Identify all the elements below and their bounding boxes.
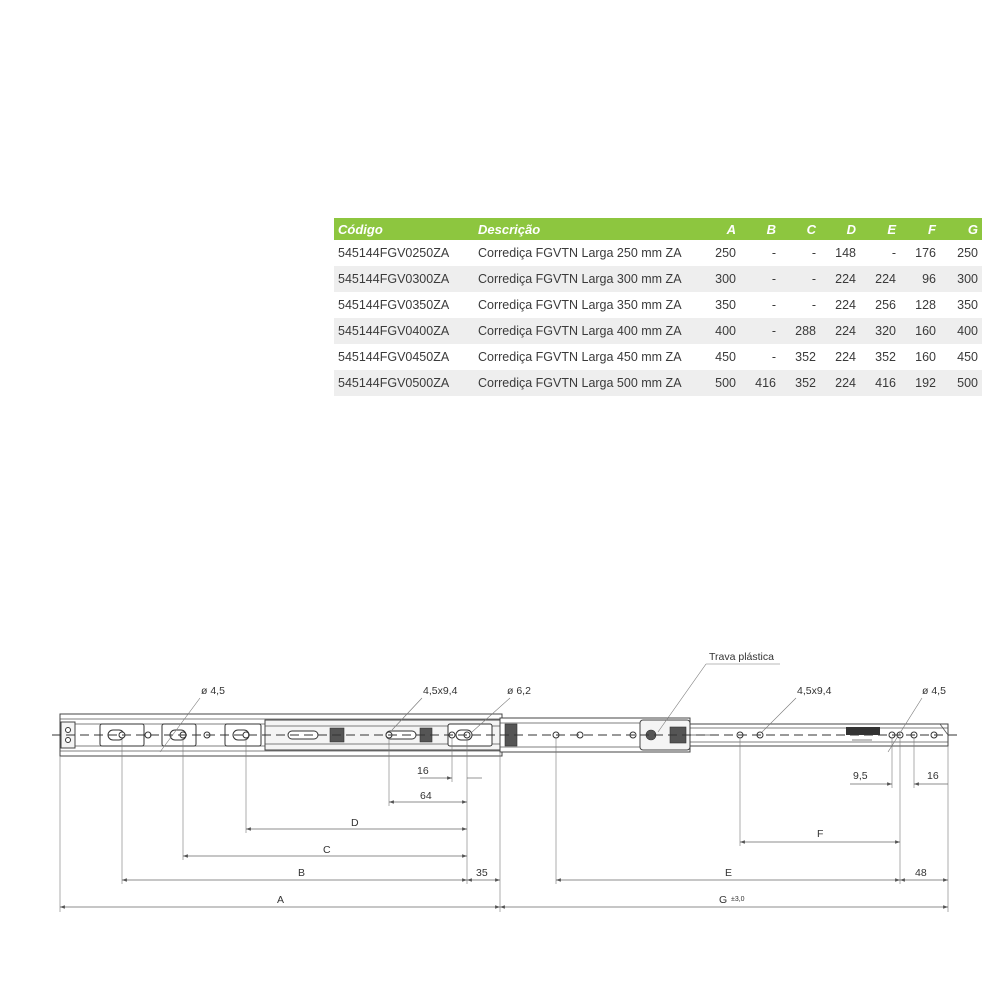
cell-a: 450	[715, 350, 736, 364]
cell-d: 148	[835, 246, 856, 260]
col-header-f: F	[900, 218, 940, 240]
cell-f: 128	[915, 298, 936, 312]
col-header-descricao: Descrição	[474, 218, 700, 240]
cell-codigo: 545144FGV0250ZA	[338, 246, 450, 260]
cell-a: 300	[700, 266, 740, 292]
cell-e: -	[891, 246, 896, 260]
cell-c: -	[811, 298, 816, 312]
cell-d: 224	[835, 350, 856, 364]
cell-codigo: 545144FGV0450ZA	[338, 350, 450, 364]
cell-a: 500	[700, 370, 740, 396]
callout-hole-right: ø 4,5	[922, 685, 946, 697]
cell-d: 224	[820, 318, 860, 344]
extension-lines	[60, 738, 948, 912]
cell-descricao: Corrediça FGVTN Larga 450 mm ZA	[478, 350, 682, 364]
col-header-codigo: Código	[334, 218, 474, 240]
dim-35: 35	[476, 867, 488, 879]
dim-9-5: 9,5	[853, 770, 868, 782]
dim-e: E	[725, 867, 733, 879]
cell-b: -	[771, 246, 776, 260]
cell-e: 416	[860, 370, 900, 396]
col-header-e: E	[860, 218, 900, 240]
cell-descricao: Corrediça FGVTN Larga 500 mm ZA	[474, 370, 700, 396]
cell-a: 400	[700, 318, 740, 344]
cell-e: 256	[875, 298, 896, 312]
cell-c: 352	[780, 370, 820, 396]
callout-slot-right: 4,5x9,4	[797, 685, 832, 697]
cell-a: 250	[715, 246, 736, 260]
cell-e: 352	[875, 350, 896, 364]
cell-f: 160	[900, 318, 940, 344]
dim-g: G	[719, 894, 728, 906]
col-header-g: G	[940, 218, 982, 240]
dim-a: A	[277, 894, 285, 906]
cell-e: 320	[860, 318, 900, 344]
cell-codigo: 545144FGV0400ZA	[334, 318, 474, 344]
cell-d: 224	[835, 298, 856, 312]
dim-16-right: 16	[927, 770, 939, 782]
callout-hole-mid: ø 6,2	[507, 685, 531, 697]
cell-descricao: Corrediça FGVTN Larga 300 mm ZA	[474, 266, 700, 292]
cell-c: 288	[780, 318, 820, 344]
cell-b: -	[740, 266, 780, 292]
cell-b: 416	[740, 370, 780, 396]
cell-c: -	[811, 246, 816, 260]
dim-f: F	[817, 828, 824, 840]
dim-g-tolerance: ±3,0	[731, 896, 745, 903]
dim-16-left: 16	[417, 765, 429, 777]
cell-g: 450	[957, 350, 978, 364]
cell-descricao: Corrediça FGVTN Larga 250 mm ZA	[478, 246, 682, 260]
cell-e: 224	[860, 266, 900, 292]
col-header-b: B	[740, 218, 780, 240]
cell-g: 400	[940, 318, 982, 344]
cell-d: 224	[820, 370, 860, 396]
cell-b: -	[771, 298, 776, 312]
dimension-lines	[60, 778, 948, 907]
cell-f: 192	[900, 370, 940, 396]
callout-slot-mid: 4,5x9,4	[423, 685, 458, 697]
cell-codigo: 545144FGV0350ZA	[338, 298, 450, 312]
cell-descricao: Corrediça FGVTN Larga 350 mm ZA	[478, 298, 682, 312]
dim-d: D	[351, 817, 359, 829]
callout-hole-left: ø 4,5	[201, 685, 225, 697]
cell-a: 350	[715, 298, 736, 312]
cell-d: 224	[820, 266, 860, 292]
cell-c: 352	[795, 350, 816, 364]
cell-g: 250	[957, 246, 978, 260]
col-header-d: D	[820, 218, 860, 240]
cell-g: 300	[940, 266, 982, 292]
dim-64: 64	[420, 790, 432, 802]
cell-g: 350	[957, 298, 978, 312]
cell-g: 500	[940, 370, 982, 396]
dim-c: C	[323, 844, 331, 856]
cell-f: 160	[915, 350, 936, 364]
cell-b: -	[771, 350, 776, 364]
col-header-c: C	[780, 218, 820, 240]
col-header-a: A	[700, 218, 740, 240]
callout-trava: Trava plástica	[709, 651, 774, 663]
cell-codigo: 545144FGV0500ZA	[334, 370, 474, 396]
cell-c: -	[780, 266, 820, 292]
cell-f: 96	[900, 266, 940, 292]
cell-descricao: Corrediça FGVTN Larga 400 mm ZA	[474, 318, 700, 344]
cell-b: -	[740, 318, 780, 344]
dim-b: B	[298, 867, 306, 879]
dim-48: 48	[915, 867, 927, 879]
cell-f: 176	[915, 246, 936, 260]
cell-codigo: 545144FGV0300ZA	[334, 266, 474, 292]
